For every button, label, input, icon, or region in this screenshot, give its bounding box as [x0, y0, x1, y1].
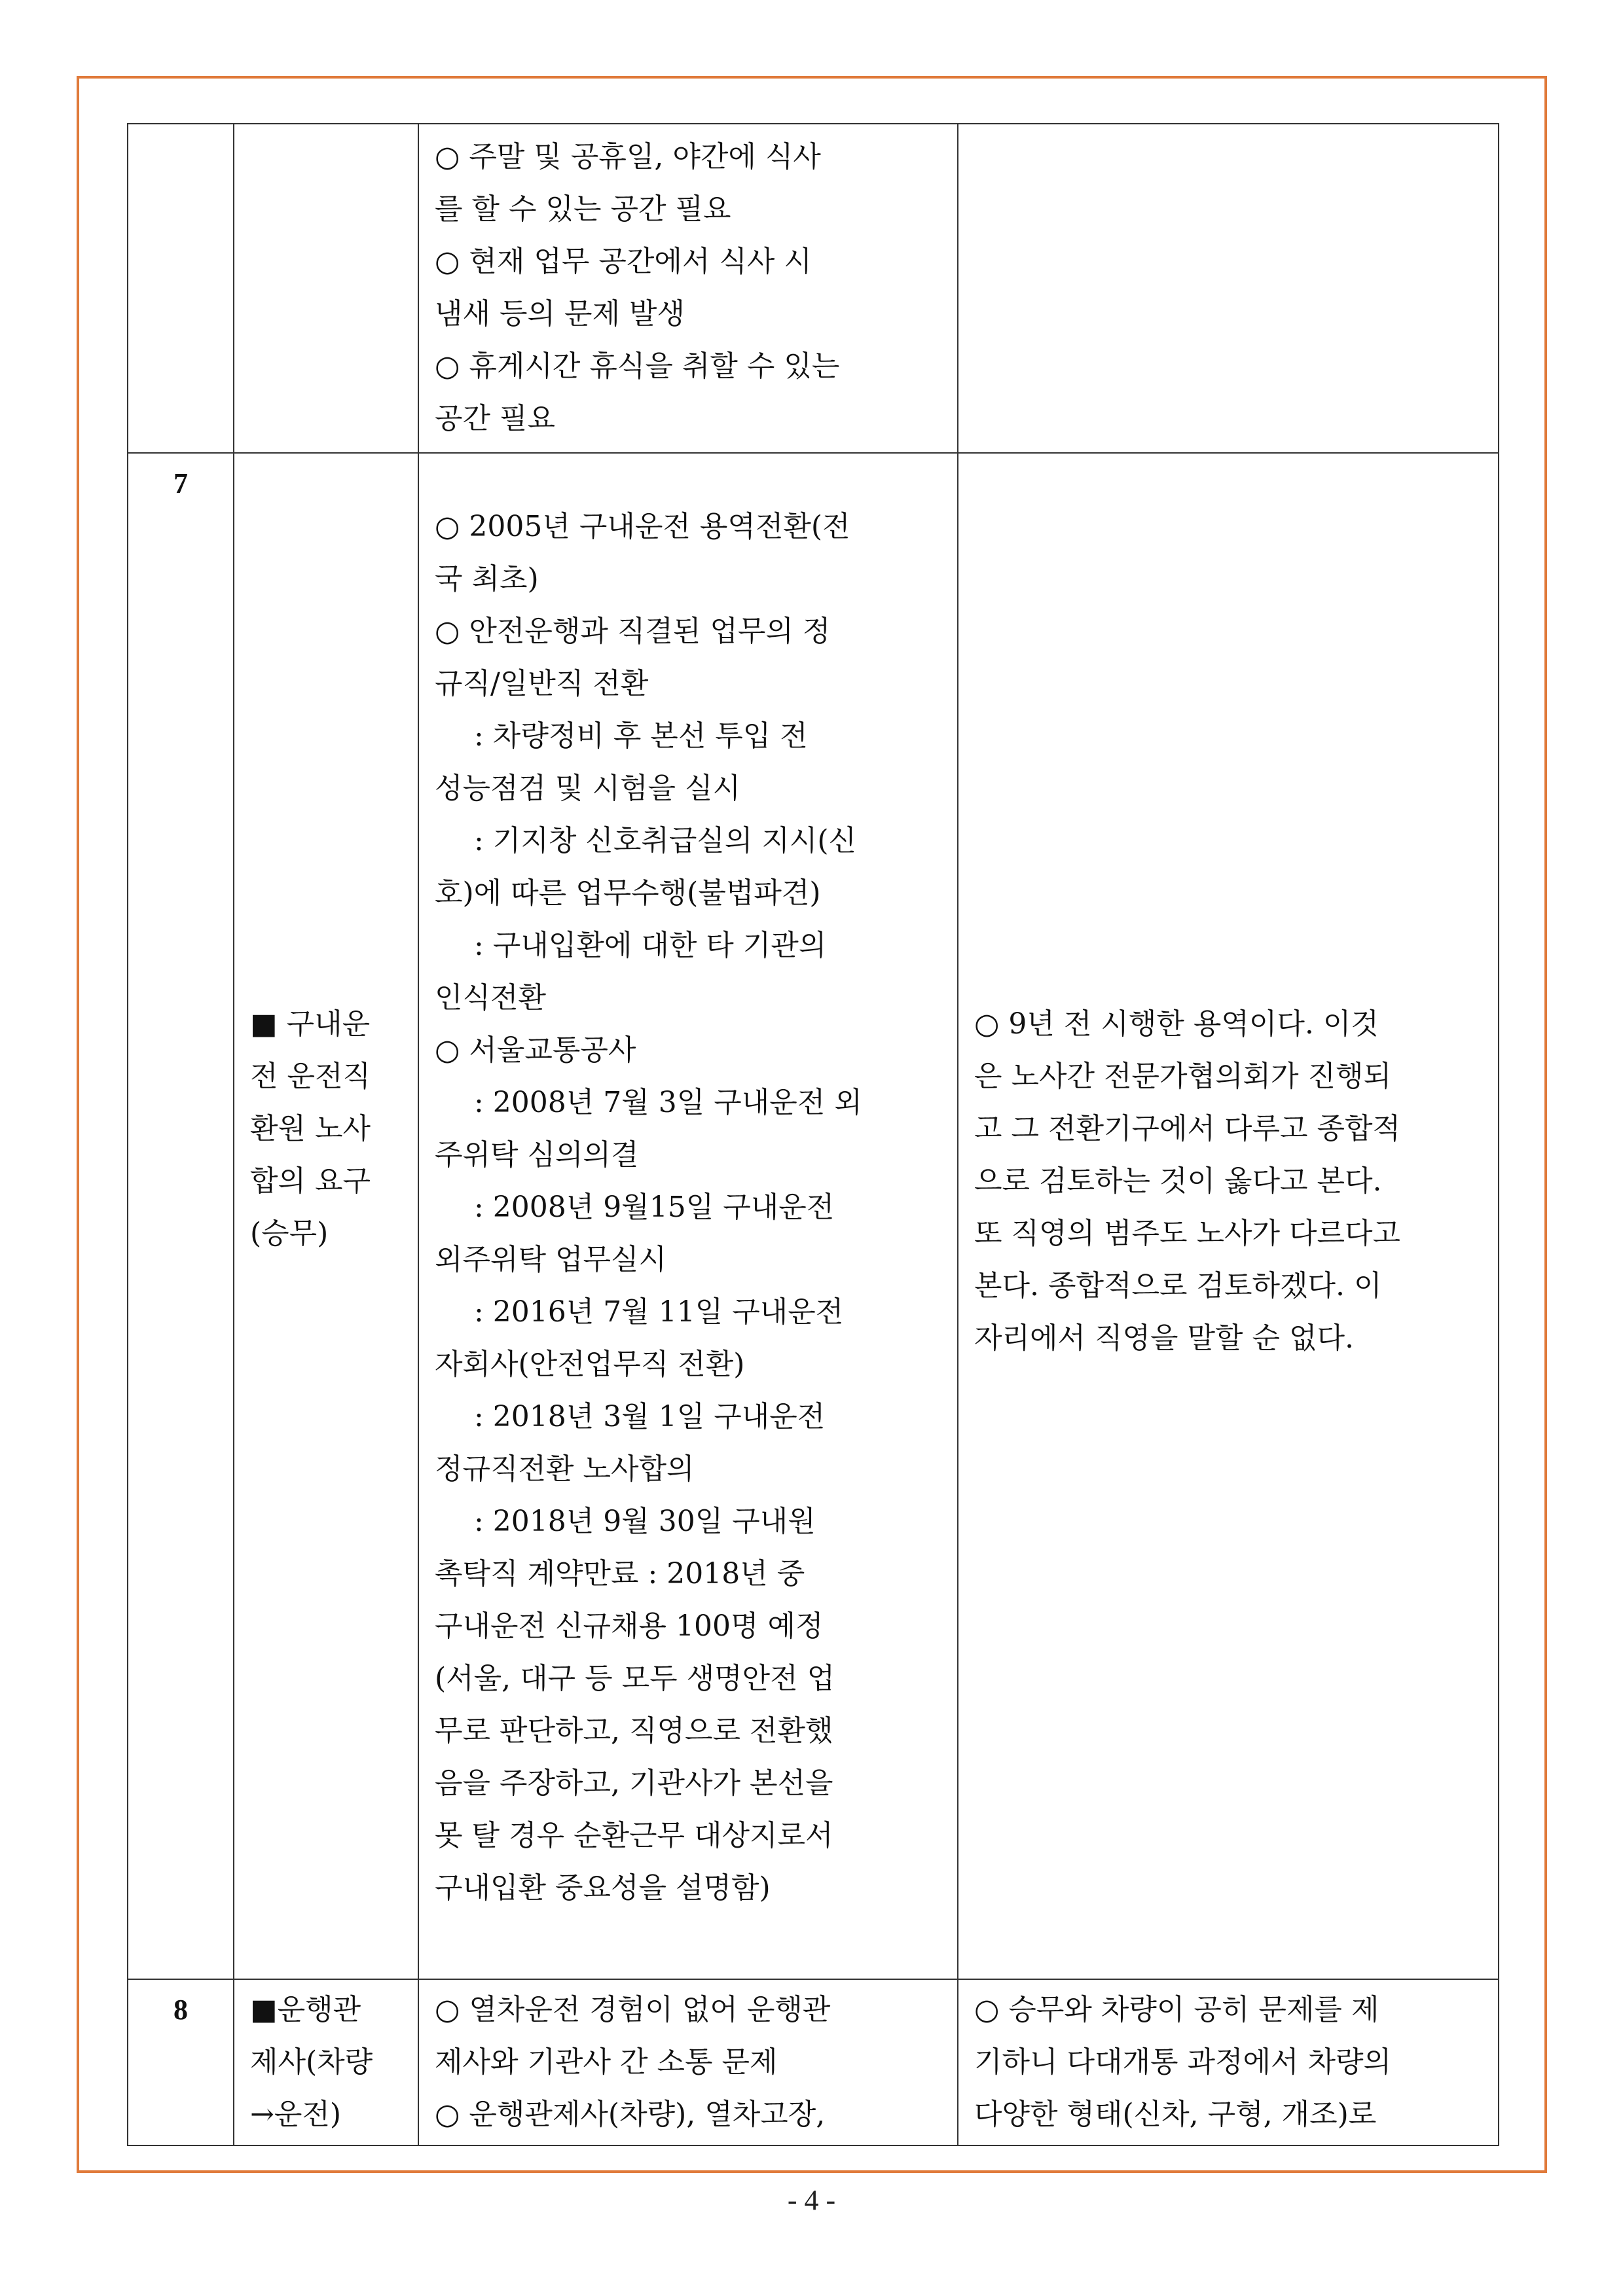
text-line: 인식전환 — [435, 981, 547, 1014]
category-line: 환원 노사 — [250, 1112, 371, 1145]
category-line: →운전) — [250, 2098, 342, 2131]
category-line: ■운행관 — [250, 1993, 361, 2026]
text-line: : 구내입환에 대한 타 기관의 — [474, 929, 827, 962]
text-line: 공간 필요 — [435, 402, 556, 435]
response-cell — [958, 453, 1499, 1979]
text-line: ○ 안전운행과 직결된 업무의 정 — [435, 615, 831, 648]
text-line: 주위탁 심의의결 — [435, 1138, 639, 1172]
category-line: (승무) — [250, 1217, 329, 1250]
text-line: 음을 주장하고, 기관사가 본선을 — [435, 1767, 833, 1800]
text-line: 제사와 기관사 간 소통 문제 — [435, 2045, 778, 2079]
text-line: : 2016년 7월 11일 구내운전 — [474, 1295, 844, 1329]
text-line: 국 최초) — [435, 562, 539, 596]
text-line: ○ 9년 전 시행한 용역이다. 이것 — [974, 1007, 1379, 1041]
text-line: ○ 휴게시간 휴식을 취할 수 있는 — [435, 350, 840, 383]
text-line: (서울, 대구 등 모두 생명안전 업 — [435, 1662, 835, 1695]
text-line: 자회사(안전업무직 전환) — [435, 1348, 745, 1381]
category-line: 전 운전직 — [250, 1060, 371, 1093]
text-line: 외주위탁 업무실시 — [435, 1243, 667, 1276]
text-line: 고 그 전환기구에서 다루고 종합적 — [974, 1112, 1400, 1145]
text-line: 촉탁직 계약만료 : 2018년 중 — [435, 1557, 805, 1590]
text-line: : 2018년 9월 30일 구내원 — [474, 1505, 816, 1538]
table-row — [128, 453, 1499, 1979]
row-number — [128, 124, 234, 453]
category-line: 제사(차량 — [250, 2045, 373, 2079]
category-cell — [234, 124, 418, 453]
text-line: 정규직전환 노사합의 — [435, 1452, 695, 1486]
text-line: 은 노사간 전문가협의회가 진행되 — [974, 1060, 1392, 1093]
text-line: 못 탈 경우 순환근무 대상지로서 — [435, 1819, 833, 1852]
text-line: : 2008년 9월15일 구내운전 — [474, 1191, 835, 1224]
category-line: ■ 구내운 — [250, 1007, 371, 1041]
category-cell — [234, 1979, 418, 2145]
text-line: : 기지창 신호취급실의 지시(신 — [474, 824, 856, 857]
category-line: 합의 요구 — [250, 1164, 371, 1198]
text-line: 성능점검 및 시험을 실시 — [435, 772, 740, 805]
text-line: 본다. 종합적으로 검토하겠다. 이 — [974, 1269, 1382, 1302]
row-number: 8 — [128, 1979, 234, 2145]
text-line: 구내운전 신규채용 100명 예정 — [435, 1609, 824, 1643]
content-cell — [418, 124, 958, 453]
text-line: 구내입환 중요성을 설명함) — [435, 1871, 771, 1905]
text-line: 으로 검토하는 것이 옳다고 본다. — [974, 1164, 1382, 1198]
text-line: : 2018년 3월 1일 구내운전 — [474, 1400, 826, 1433]
text-line: 다양한 형태(신차, 구형, 개조)로 — [974, 2098, 1377, 2131]
text-line: ○ 현재 업무 공간에서 식사 시 — [435, 245, 812, 278]
content-cell — [418, 1979, 958, 2145]
text-line: ○ 주말 및 공휴일, 야간에 식사 — [435, 140, 821, 173]
text-line: ○ 승무와 차량이 공히 문제를 제 — [974, 1993, 1379, 2026]
text-line: 또 직영의 범주도 노사가 다르다고 — [974, 1217, 1400, 1250]
text-line: 를 할 수 있는 공간 필요 — [435, 192, 731, 226]
text-line: 규직/일반직 전환 — [435, 667, 649, 700]
table-row — [128, 124, 1499, 453]
content-cell — [418, 453, 958, 1979]
text-line: ○ 서울교통공사 — [435, 1033, 636, 1067]
text-line: ○ 운행관제사(차량), 열차고장, — [435, 2098, 826, 2131]
text-line: ○ 2005년 구내운전 용역전환(전 — [435, 510, 850, 543]
text-line: 자리에서 직영을 말할 순 없다. — [974, 1321, 1354, 1355]
text-line: 무로 판단하고, 직영으로 전환했 — [435, 1714, 833, 1748]
text-line: 호)에 따른 업무수행(불법파견) — [435, 876, 821, 910]
document-table — [127, 123, 1499, 2146]
row-number: 7 — [128, 453, 234, 1979]
response-cell — [958, 124, 1499, 453]
text-line: 냄새 등의 문제 발생 — [435, 297, 685, 331]
page-number: - 4 - — [787, 2184, 836, 2216]
text-line: : 2008년 7월 3일 구내운전 외 — [474, 1086, 862, 1119]
table-row — [128, 1979, 1499, 2145]
text-line: : 차량정비 후 본선 투입 전 — [474, 719, 808, 753]
text-line: ○ 열차운전 경험이 없어 운행관 — [435, 1993, 831, 2026]
text-line: 기하니 다대개통 과정에서 차량의 — [974, 2045, 1392, 2079]
category-cell — [234, 453, 418, 1979]
response-cell — [958, 1979, 1499, 2145]
